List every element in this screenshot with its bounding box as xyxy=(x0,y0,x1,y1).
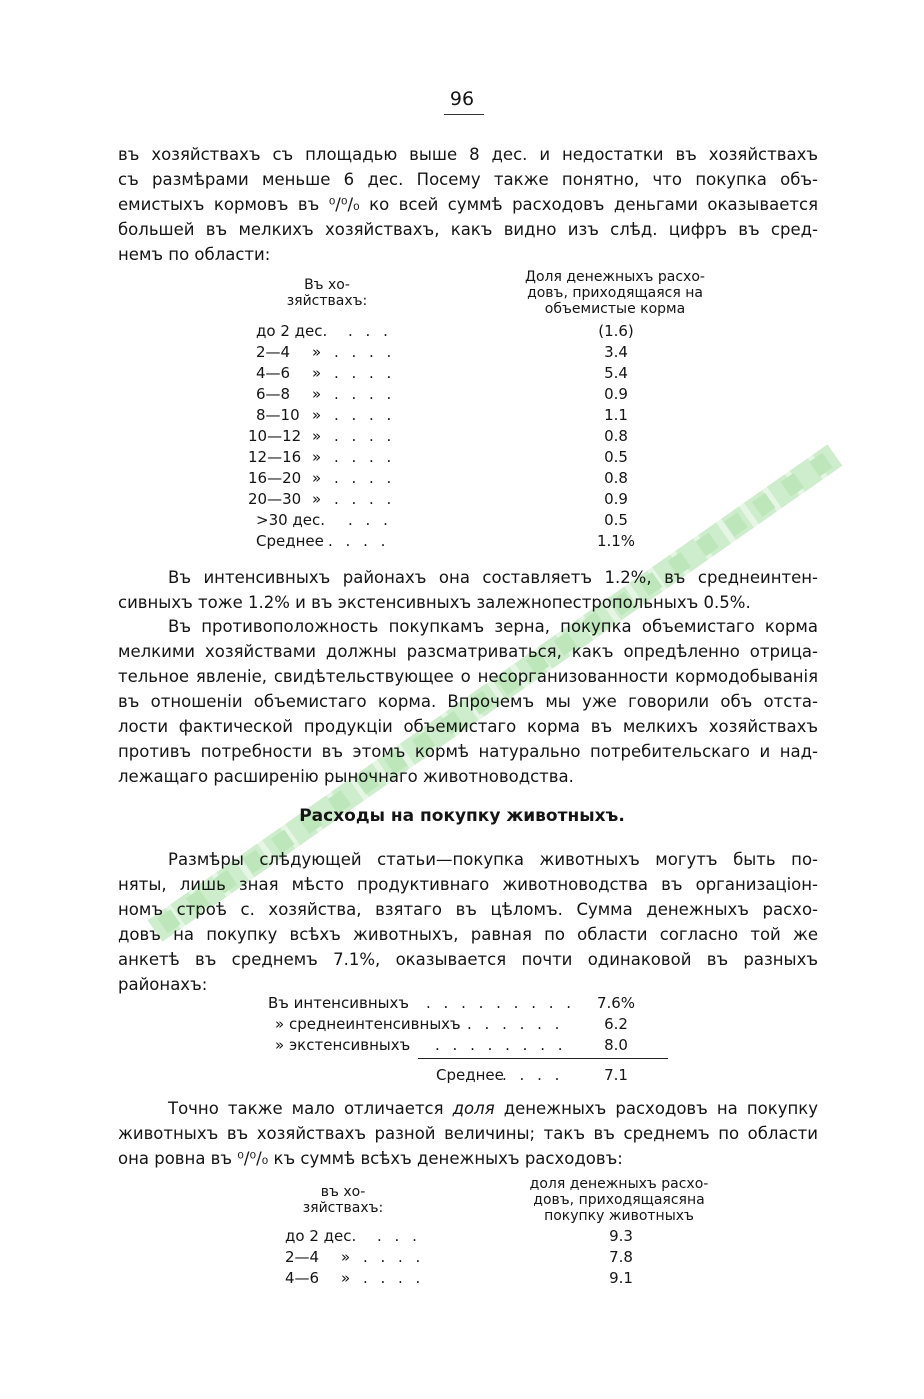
table-row: 4—6 » . . . . 5.4 xyxy=(256,364,628,382)
text-line: номъ строѣ с. хозяйства, взятаго въ цѣломъ. Сумма денежныхъ расхо- xyxy=(118,900,818,919)
table-row: 12—16 » . . . . 0.5 xyxy=(248,448,628,466)
table-row: 16—20 » . . . . 0.8 xyxy=(248,469,628,487)
text-line: анкетѣ въ среднемъ 7.1%, оказывается почти одинаковой въ разныхъ xyxy=(118,950,818,969)
text-line: сивныхъ тоже 1.2% и въ экстенсивныхъ залежнопестропольныхъ 0.5%. xyxy=(118,593,751,612)
text-line: мелкими хозяйствами должны разсматриваться, какъ опредѣленно отрица- xyxy=(118,642,818,661)
page-number-underline xyxy=(444,114,484,115)
text-line: немъ по области: xyxy=(118,245,271,264)
table-row: 6—8 » . . . . 0.9 xyxy=(256,385,628,403)
text-line: тельное явленіе, свидѣтельствующее о несорганизованности кормодобыванія xyxy=(118,667,818,686)
text-line: лости фактической продукціи объемистаго корма въ мелкихъ хозяйствахъ xyxy=(118,717,818,736)
table-row: >30 дес. . . . 0.5 xyxy=(256,511,628,529)
paragraph-2 xyxy=(118,565,818,615)
table-row-average: Среднее . . . . 1.1% xyxy=(256,532,636,550)
text-line: лежащаго расширенію рыночнаго животноводства. xyxy=(118,767,574,786)
text-line: съ размѣрами меньше 6 дес. Посему также понятно, что покупка объ- xyxy=(118,170,818,189)
paragraph-3 xyxy=(118,614,818,789)
paragraph-5 xyxy=(118,1096,818,1171)
text-line: Въ интенсивныхъ районахъ она составляетъ 1.2%, въ среднеинтен- xyxy=(168,568,818,587)
text-line: районахъ: xyxy=(118,975,208,994)
table-row: 2—4 » . . . . 7.8 xyxy=(285,1248,633,1266)
table-row: 10—12 » . . . . 0.8 xyxy=(248,427,628,445)
table-row: 2—4 » . . . . 3.4 xyxy=(256,343,628,361)
emphasis-text: доля xyxy=(452,1099,495,1118)
table-row: 20—30 » . . . . 0.9 xyxy=(248,490,628,508)
table-row: до 2 дес. . . . 9.3 xyxy=(285,1227,633,1245)
text-line: въ отношеніи объемистаго корма. Впрочемъ мы уже говорили объ отста- xyxy=(118,692,818,711)
table-row: до 2 дес. . . . (1.6) xyxy=(256,322,634,340)
table-col1-header: Въ хо- зяйствахъ: xyxy=(286,277,368,309)
text-line: няты, лишь зная мѣсто продуктивнаго животноводства въ организаціон- xyxy=(118,875,818,894)
text-line: Въ противоположность покупкамъ зерна, покупка объемистаго корма xyxy=(168,617,818,636)
paragraph-4 xyxy=(118,847,818,997)
text-line: Точно также мало отличается доля денежныхъ расходовъ на покупку xyxy=(168,1099,818,1118)
section-heading: Расходы на покупку животныхъ. xyxy=(299,806,625,826)
table-row: » экстенсивныхъ . . . . . . . . 8.0 xyxy=(275,1036,628,1054)
text-line: емистыхъ кормовъ въ ⁰/⁰/₀ ко всей суммѣ расходовъ деньгами оказывается xyxy=(118,195,818,214)
table-row: » среднеинтенсивныхъ . . . . . . 6.2 xyxy=(275,1015,628,1033)
table-col1-header: въ хо- зяйствахъ: xyxy=(302,1184,384,1216)
table-col2-header: доля денежныхъ расхо- довъ, приходящаясяна покупку животныхъ xyxy=(529,1176,709,1224)
text-line: довъ на покупку всѣхъ животныхъ, равная по области согласно той же xyxy=(118,925,818,944)
table-row: 8—10 » . . . . 1.1 xyxy=(256,406,628,424)
text-line: въ хозяйствахъ съ площадью выше 8 дес. и недостатки въ хозяйствахъ xyxy=(118,145,818,164)
paragraph-1 xyxy=(118,142,818,267)
table-row-average: Среднее . . . . 7.1 xyxy=(436,1066,628,1084)
text-line: противъ потребности въ этомъ кормѣ натурально потребительскаго и над- xyxy=(118,742,818,761)
page-number: 96 xyxy=(449,88,475,110)
text-line: большей въ мелкихъ хозяйствахъ, какъ видно изъ слѣд. цифръ въ сред- xyxy=(118,220,818,239)
table-row: Въ интенсивныхъ . . . . . . . . . 7.6% xyxy=(268,994,636,1012)
text-line: она ровна въ ⁰/⁰/₀ къ суммѣ всѣхъ денежныхъ расходовъ: xyxy=(118,1149,623,1168)
text-line: Размѣры слѣдующей статьи—покупка животныхъ могутъ быть по- xyxy=(168,850,818,869)
sum-rule xyxy=(418,1058,668,1059)
table-col2-header: Доля денежныхъ расхо- довъ, приходящаяся на объемистые корма xyxy=(525,269,705,317)
table-row: 4—6 » . . . . 9.1 xyxy=(285,1269,633,1287)
text-line: животныхъ въ хозяйствахъ разной величины; такъ въ среднемъ по области xyxy=(118,1124,818,1143)
